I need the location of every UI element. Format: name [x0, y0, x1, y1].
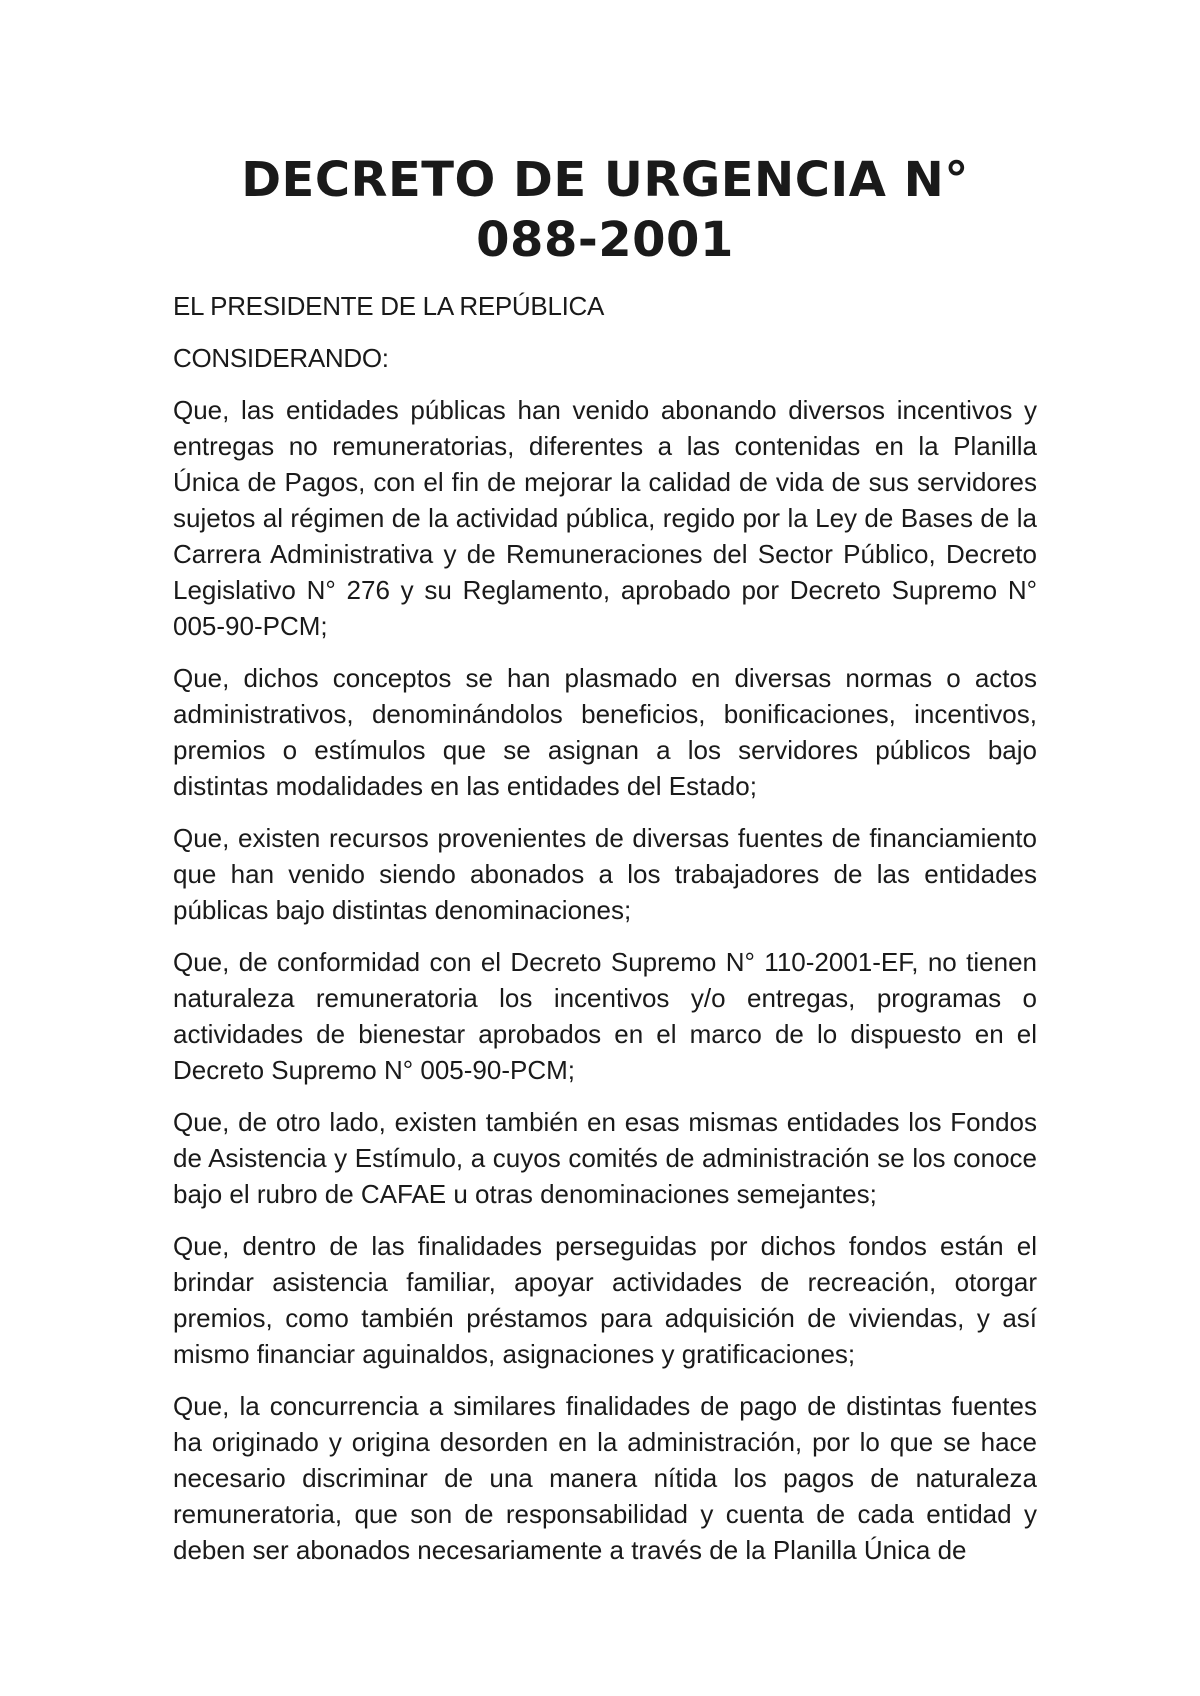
- document-title: [173, 150, 1037, 270]
- paragraph-6: Que, dentro de las finalidades perseguidas por dichos fondos están el brindar asistencia familiar, apoyar actividades de recreación, otorgar premios, como también préstamos para adquisición de viviendas, y así mismo financiar aguinaldos, asignaciones y gratificaciones;: [173, 1231, 1037, 1369]
- paragraph-7: Que, la concurrencia a similares finalidades de pago de distintas fuentes ha originado y origina desorden en la administración, por lo que se hace necesario discriminar de una manera nítida los pagos de naturaleza remuneratoria, que son de responsabilidad y cuenta de cada entidad y deben ser abonados necesariamente a través de la Planilla Única de: [173, 1391, 1037, 1565]
- paragraph-5: Que, de otro lado, existen también en esas mismas entidades los Fondos de Asistencia y Estímulo, a cuyos comités de administración se los conoce bajo el rubro de CAFAE u otras denominaciones semejantes;: [173, 1107, 1037, 1209]
- paragraph-3: Que, existen recursos provenientes de diversas fuentes de financiamiento que han venido siendo abonados a los trabajadores de las entidades públicas bajo distintas denominaciones;: [173, 823, 1037, 925]
- paragraph-1: Que, las entidades públicas han venido abonando diversos incentivos y entregas no remuneratorias, diferentes a las contenidas en la Planilla Única de Pagos, con el fin de mejorar la calidad de vida de sus servidores sujetos al régimen de la actividad pública, regido por la Ley de Bases de la Carrera Administrativa y de Remuneraciones del Sector Público, Decreto Legislativo N° 276 y su Reglamento, aprobado por Decreto Supremo N° 005-90-PCM;: [173, 395, 1037, 641]
- document-title-line-1: DECRETO DE URGENCIA N°: [241, 152, 969, 208]
- considering-heading: CONSIDERANDO:: [173, 343, 389, 373]
- document-title-line-2: 088-2001: [476, 212, 734, 268]
- paragraph-2: Que, dichos conceptos se han plasmado en diversas normas o actos administrativos, denominándolos beneficios, bonificaciones, incentivos, premios o estímulos que se asignan a los servidores públicos bajo distintas modalidades en las entidades del Estado;: [173, 663, 1037, 801]
- issuer-line: EL PRESIDENTE DE LA REPÚBLICA: [173, 291, 605, 321]
- document-body: [173, 150, 1037, 1584]
- paragraph-4: Que, de conformidad con el Decreto Supremo N° 110-2001-EF, no tienen naturaleza remuneratoria los incentivos y/o entregas, programas o actividades de bienestar aprobados en el marco de lo dispuesto en el Decreto Supremo N° 005-90-PCM;: [173, 947, 1037, 1085]
